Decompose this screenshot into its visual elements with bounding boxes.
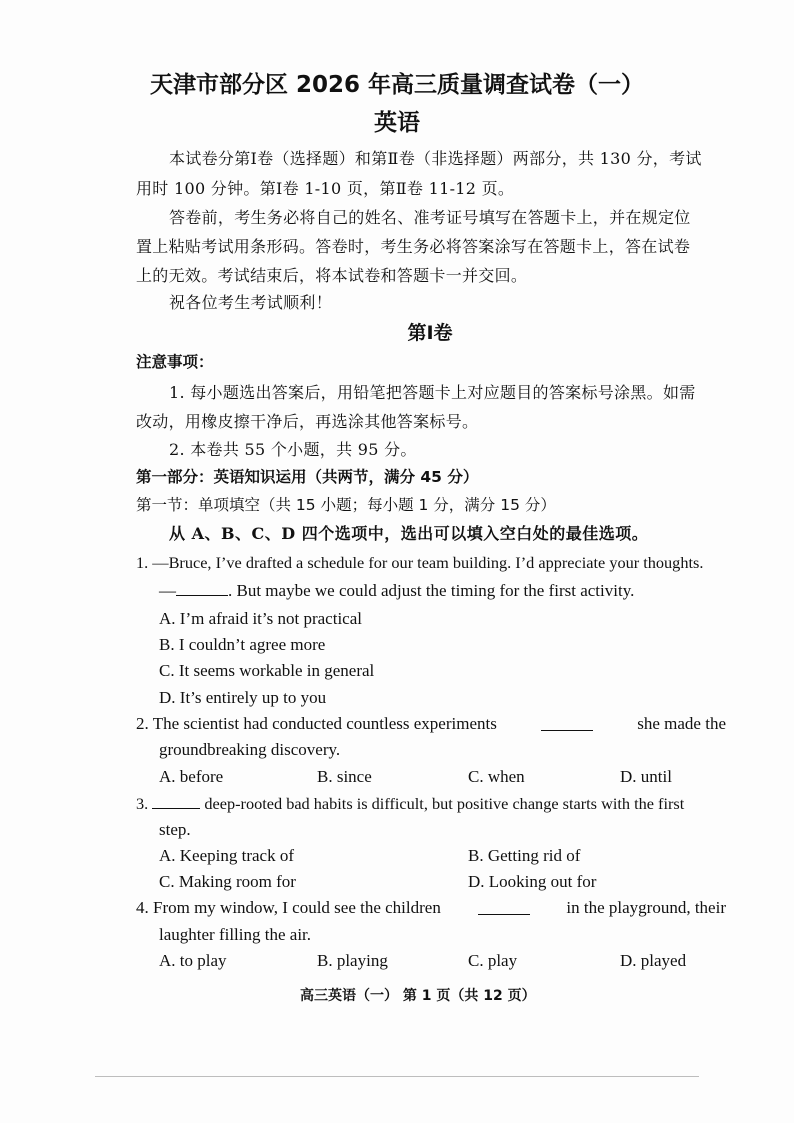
q1-option-d: D. It’s entirely up to you	[159, 688, 327, 707]
scan-edge-line	[95, 1076, 699, 1077]
q2-option-c: C. when	[468, 767, 525, 786]
notes-title: 注意事项：	[136, 353, 214, 371]
intro-p2-line2: 置上粘贴考试用条形码。答卷时，考生务必将答案涂写在答题卡上，答在试卷	[136, 237, 691, 256]
q2-option-a: A. before	[159, 767, 224, 786]
intro-p2-line1: 答卷前，考生务必将自己的姓名、准考证号填写在答题卡上，并在规定位	[169, 208, 691, 227]
subsection-title: 第一节：单项填空（共 15 小题；每小题 1 分，满分 15 分）	[136, 496, 556, 514]
intro-p2-line3: 上的无效。考试结束后，将本试卷和答题卡一并交回。	[136, 266, 528, 285]
q1-option-b: B. I couldn’t agree more	[159, 635, 326, 654]
q3-line1-post: deep-rooted bad habits is difficult, but positive change starts with the first	[204, 794, 685, 813]
note1-line2: 改动，用橡皮擦干净后，再选涂其他答案标号。	[136, 412, 479, 431]
q4-line2: laughter filling the air.	[159, 925, 312, 944]
q3-blank	[152, 794, 200, 809]
q3-option-d: D. Looking out for	[468, 872, 597, 891]
q2-option-b: B. since	[317, 767, 372, 786]
page-footer: 高三英语（一） 第 1 页（共 12 页）	[300, 988, 536, 1004]
q1-line2-text: . But maybe we could adjust the timing for the first activity.	[228, 581, 635, 600]
q4-line1-post: in the playground, their	[566, 898, 726, 917]
q2-blank	[541, 716, 593, 731]
note1-line1: 1. 每小题选出答案后，用铅笔把答题卡上对应题目的答案标号涂黑。如需	[169, 383, 696, 402]
note2: 2. 本卷共 55 个小题，共 95 分。	[169, 440, 417, 459]
q4-blank	[478, 900, 530, 915]
q3-option-a: A. Keeping track of	[159, 846, 295, 865]
intro-p1-line1: 本试卷分第Ⅰ卷（选择题）和第Ⅱ卷（非选择题）两部分，共 130 分，考试	[169, 149, 702, 168]
intro-p3: 祝各位考生考试顺利！	[169, 293, 333, 312]
exam-title: 天津市部分区 2026 年高三质量调查试卷（一）	[149, 72, 645, 98]
q3-option-b: B. Getting rid of	[468, 846, 581, 865]
q1-option-c: C. It seems workable in general	[159, 661, 375, 680]
q2-line1-pre: 2. The scientist had conducted countless experiments	[136, 714, 497, 733]
q1-line2	[159, 581, 634, 601]
q2-line2: groundbreaking discovery.	[159, 740, 341, 759]
q3-number: 3.	[136, 794, 149, 813]
q3-option-c: C. Making room for	[159, 872, 296, 891]
q1-line1: 1. —Bruce, I’ve drafted a schedule for our team building. I’d appreciate your thoughts.	[136, 553, 704, 572]
q3-line2: step.	[159, 820, 191, 839]
q4-option-d: D. played	[620, 951, 687, 970]
subject-title: 英语	[374, 110, 420, 136]
q4-line1-pre: 4. From my window, I could see the children	[136, 898, 441, 917]
q2-line1-post: she made the	[637, 714, 726, 733]
q3-line1	[136, 794, 684, 814]
intro-p1-line2: 用时 100 分钟。第Ⅰ卷 1-10 页，第Ⅱ卷 11-12 页。	[136, 179, 515, 198]
q4-line1	[136, 898, 726, 918]
q2-line1	[136, 714, 726, 734]
q4-option-a: A. to play	[159, 951, 227, 970]
instruction: 从 A、B、C、D 四个选项中，选出可以填入空白处的最佳选项。	[169, 524, 649, 543]
q2-option-d: D. until	[620, 767, 672, 786]
q4-option-b: B. playing	[317, 951, 388, 970]
part1-heading: 第Ⅰ卷	[407, 322, 453, 344]
q1-option-a: A. I’m afraid it’s not practical	[159, 609, 362, 628]
q4-option-c: C. play	[468, 951, 518, 970]
q1-blank	[176, 581, 228, 596]
q1-dash: —	[159, 581, 176, 600]
section-title: 第一部分：英语知识运用（共两节，满分 45 分）	[136, 468, 479, 486]
